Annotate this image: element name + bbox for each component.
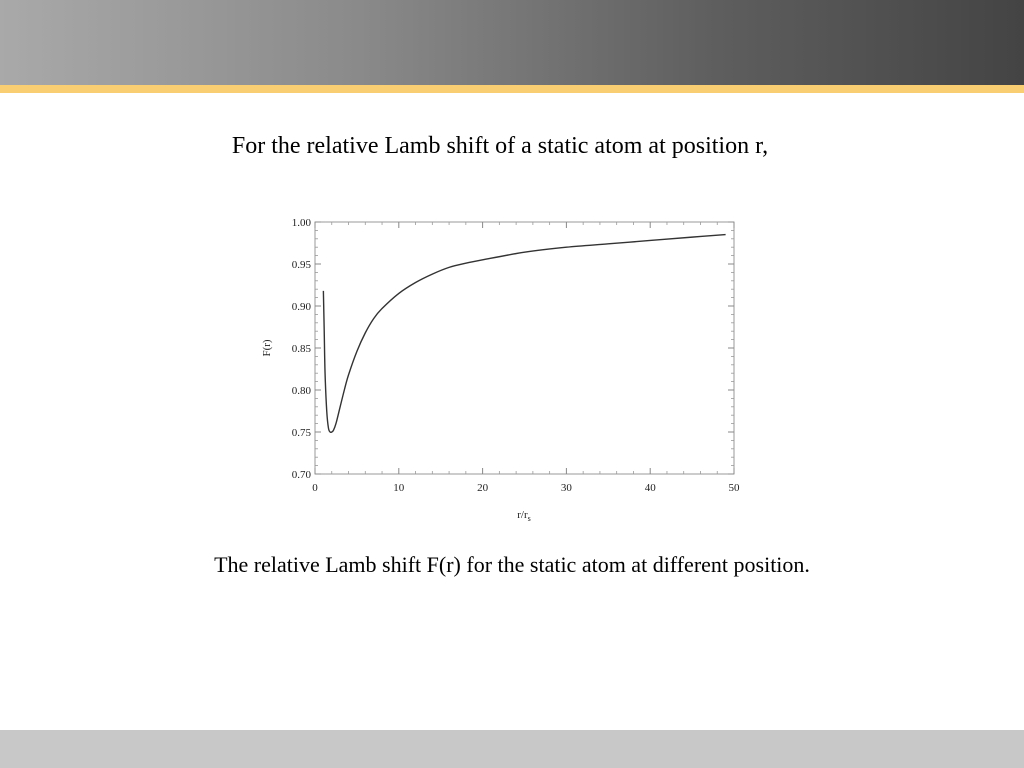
x-axis-label-sub: s: [527, 514, 531, 523]
y-axis-label: F(r): [261, 339, 273, 357]
y-tick-label: 1.00: [291, 217, 311, 229]
x-tick-label: 50: [728, 482, 740, 494]
x-tick-label: 40: [644, 482, 656, 494]
header-bar: [0, 0, 1024, 85]
y-tick-labels: [292, 217, 312, 481]
slide-heading-text: For the relative Lamb shift of a static atom at position r,: [231, 133, 769, 159]
figure-caption: The relative Lamb shift F(r) for the static atom at different position.: [214, 552, 810, 577]
y-tick-label: 0.80: [291, 385, 311, 397]
x-tick-label: 20: [477, 482, 489, 494]
y-tick-label: 0.70: [291, 469, 311, 481]
y-tick-label: 0.90: [291, 301, 311, 313]
x-tick-label: 30: [560, 482, 572, 494]
x-tick-label: 0: [312, 482, 318, 494]
y-tick-label: 0.95: [291, 259, 311, 271]
x-axis-label: [517, 509, 531, 523]
x-axis-label-main: r/r: [517, 509, 528, 521]
footer-bar: [0, 730, 1024, 768]
x-tick-labels: [312, 482, 740, 494]
y-tick-label: 0.75: [291, 427, 311, 439]
axis-ticks: [315, 222, 734, 474]
plot-frame: [315, 222, 734, 474]
series-line-F(r): [323, 235, 725, 433]
y-tick-label: 0.85: [291, 343, 311, 355]
accent-stripe: [0, 85, 1024, 93]
slide-heading: [0, 133, 1000, 160]
x-tick-label: 10: [393, 482, 405, 494]
chart: [250, 205, 750, 525]
